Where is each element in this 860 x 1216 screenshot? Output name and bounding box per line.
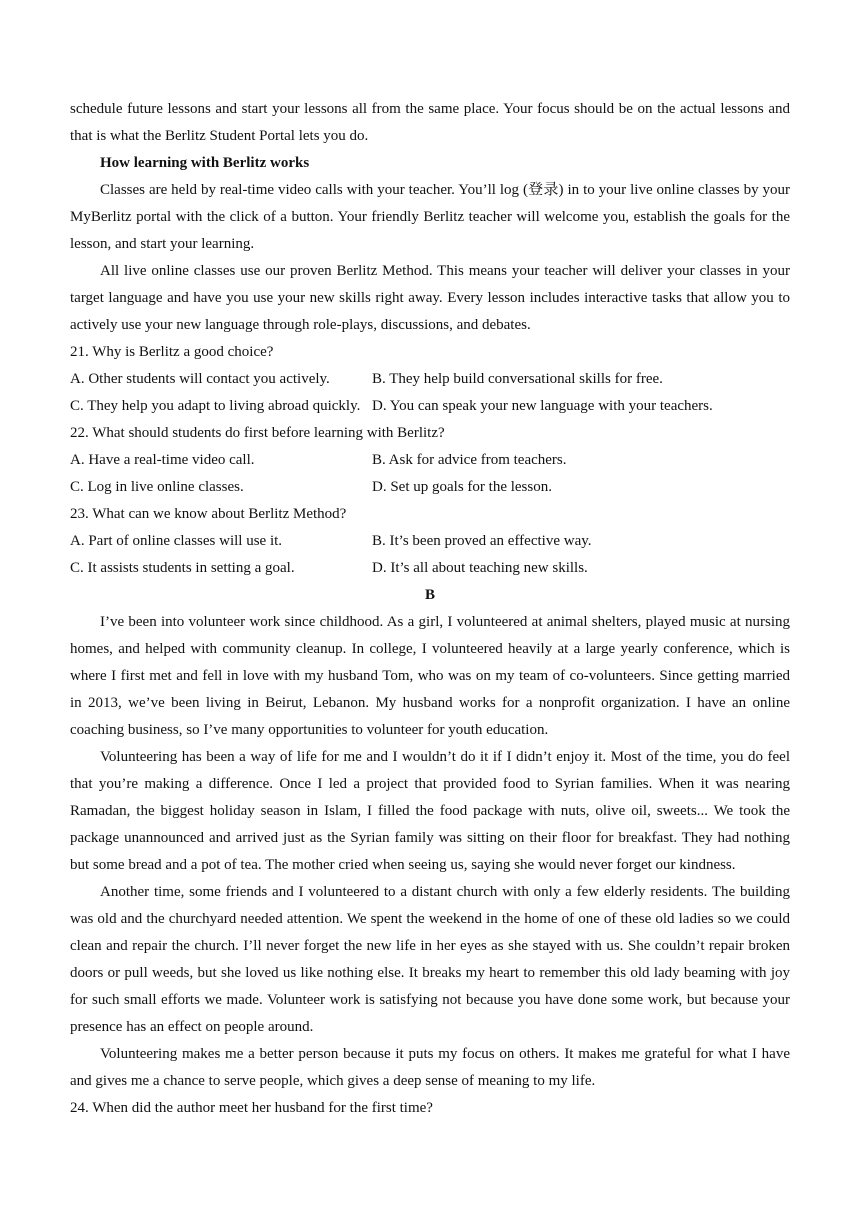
question-22 [70,420,790,501]
question-stem: 21. Why is Berlitz a good choice? [70,344,274,360]
option-c: C. Log in live online classes. [70,479,244,495]
question-options [70,447,790,501]
option-b: B. It’s been proved an effective way. [372,533,592,549]
passage-b-paragraph-4: Volunteering makes me a better person because it puts my focus on others. It makes me grateful for what I have and gives me a chance to serve people, which gives a deep sense of meaning to my life. [70,1046,790,1089]
section-heading: How learning with Berlitz works [100,155,310,171]
option-c: C. They help you adapt to living abroad quickly. [70,398,361,414]
passage-b-paragraph-3: Another time, some friends and I volunteered to a distant church with only a few elderly residents. The building was old and the churchyard needed attention. We spent the weekend in the home of one of these old ladies so we could clean and repair the church. I’ll never forget the new life in her eyes as she stayed with us. She couldn’t repair broken doors or pull weeds, but she loved us like nothing else. It breaks my heart to remember this old lady beaming with joy for such small efforts we made. Volunteer work is satisfying not because you have done some work, but because your presence has an effect on people around. [70,884,790,1035]
option-d: D. It’s all about teaching new skills. [372,560,588,576]
passage-a-paragraph-3: All live online classes use our proven Berlitz Method. This means your teacher will deliver your classes in your target language and have you use your new skills right away. Every lesson includes interactive tasks that allow you to actively use your new language through role-plays, discussions, and debates. [70,263,790,333]
question-options [70,528,790,582]
document-page [70,96,790,1122]
passage-b-paragraph-1: I’ve been into volunteer work since childhood. As a girl, I volunteered at animal shelters, played music at nursing homes, and helped with community cleanup. In college, I volunteered heavily at a large yearly conference, which is where I first met and fell in love with my husband Tom, who was on my team of co-volunteers. Since getting married in 2013, we’ve been living in Beirut, Lebanon. My husband works for a nonprofit organization. I have an online coaching business, so I’ve many opportunities to volunteer for youth education. [70,614,790,738]
passage-a-paragraph-1: schedule future lessons and start your lessons all from the same place. Your focus should be on the actual lessons and that is what the Berlitz Student Portal lets you do. [70,101,790,144]
passage-b-label: B [424,587,435,603]
option-a: A. Part of online classes will use it. [70,533,283,549]
question-24-stem: 24. When did the author meet her husband for the first time? [70,1100,433,1116]
passage-a-paragraph-2: Classes are held by real-time video calls with your teacher. You’ll log (登录) in to your live online classes by your MyBerlitz portal with the click of a button. Your friendly Berlitz teacher will welcome you, establish the goals for the lesson, and start your learning. [70,182,790,252]
option-a: A. Other students will contact you actively. [70,371,330,387]
passage-b-paragraph-2: Volunteering has been a way of life for me and I wouldn’t do it if I didn’t enjoy it. Most of the time, you do feel that you’re making a difference. Once I led a project that provided food to Syrian families. When it was nearing Ramadan, the biggest holiday season in Islam, I filled the food package with nuts, olive oil, sweets... We took the package unannounced and arrived just as the Syrian family was sitting on their floor for breakfast. They had nothing but some bread and a pot of tea. The mother cried when seeing us, saying she would never forget our kindness. [70,749,790,873]
option-b: B. They help build conversational skills for free. [372,371,663,387]
question-stem: 22. What should students do first before learning with Berlitz? [70,425,445,441]
option-d: D. You can speak your new language with your teachers. [372,398,713,414]
option-a: A. Have a real-time video call. [70,452,255,468]
question-stem: 23. What can we know about Berlitz Method? [70,506,347,522]
question-21 [70,339,790,420]
option-c: C. It assists students in setting a goal. [70,560,295,576]
option-d: D. Set up goals for the lesson. [372,479,552,495]
question-23 [70,501,790,582]
question-options [70,366,790,420]
option-b: B. Ask for advice from teachers. [372,452,567,468]
